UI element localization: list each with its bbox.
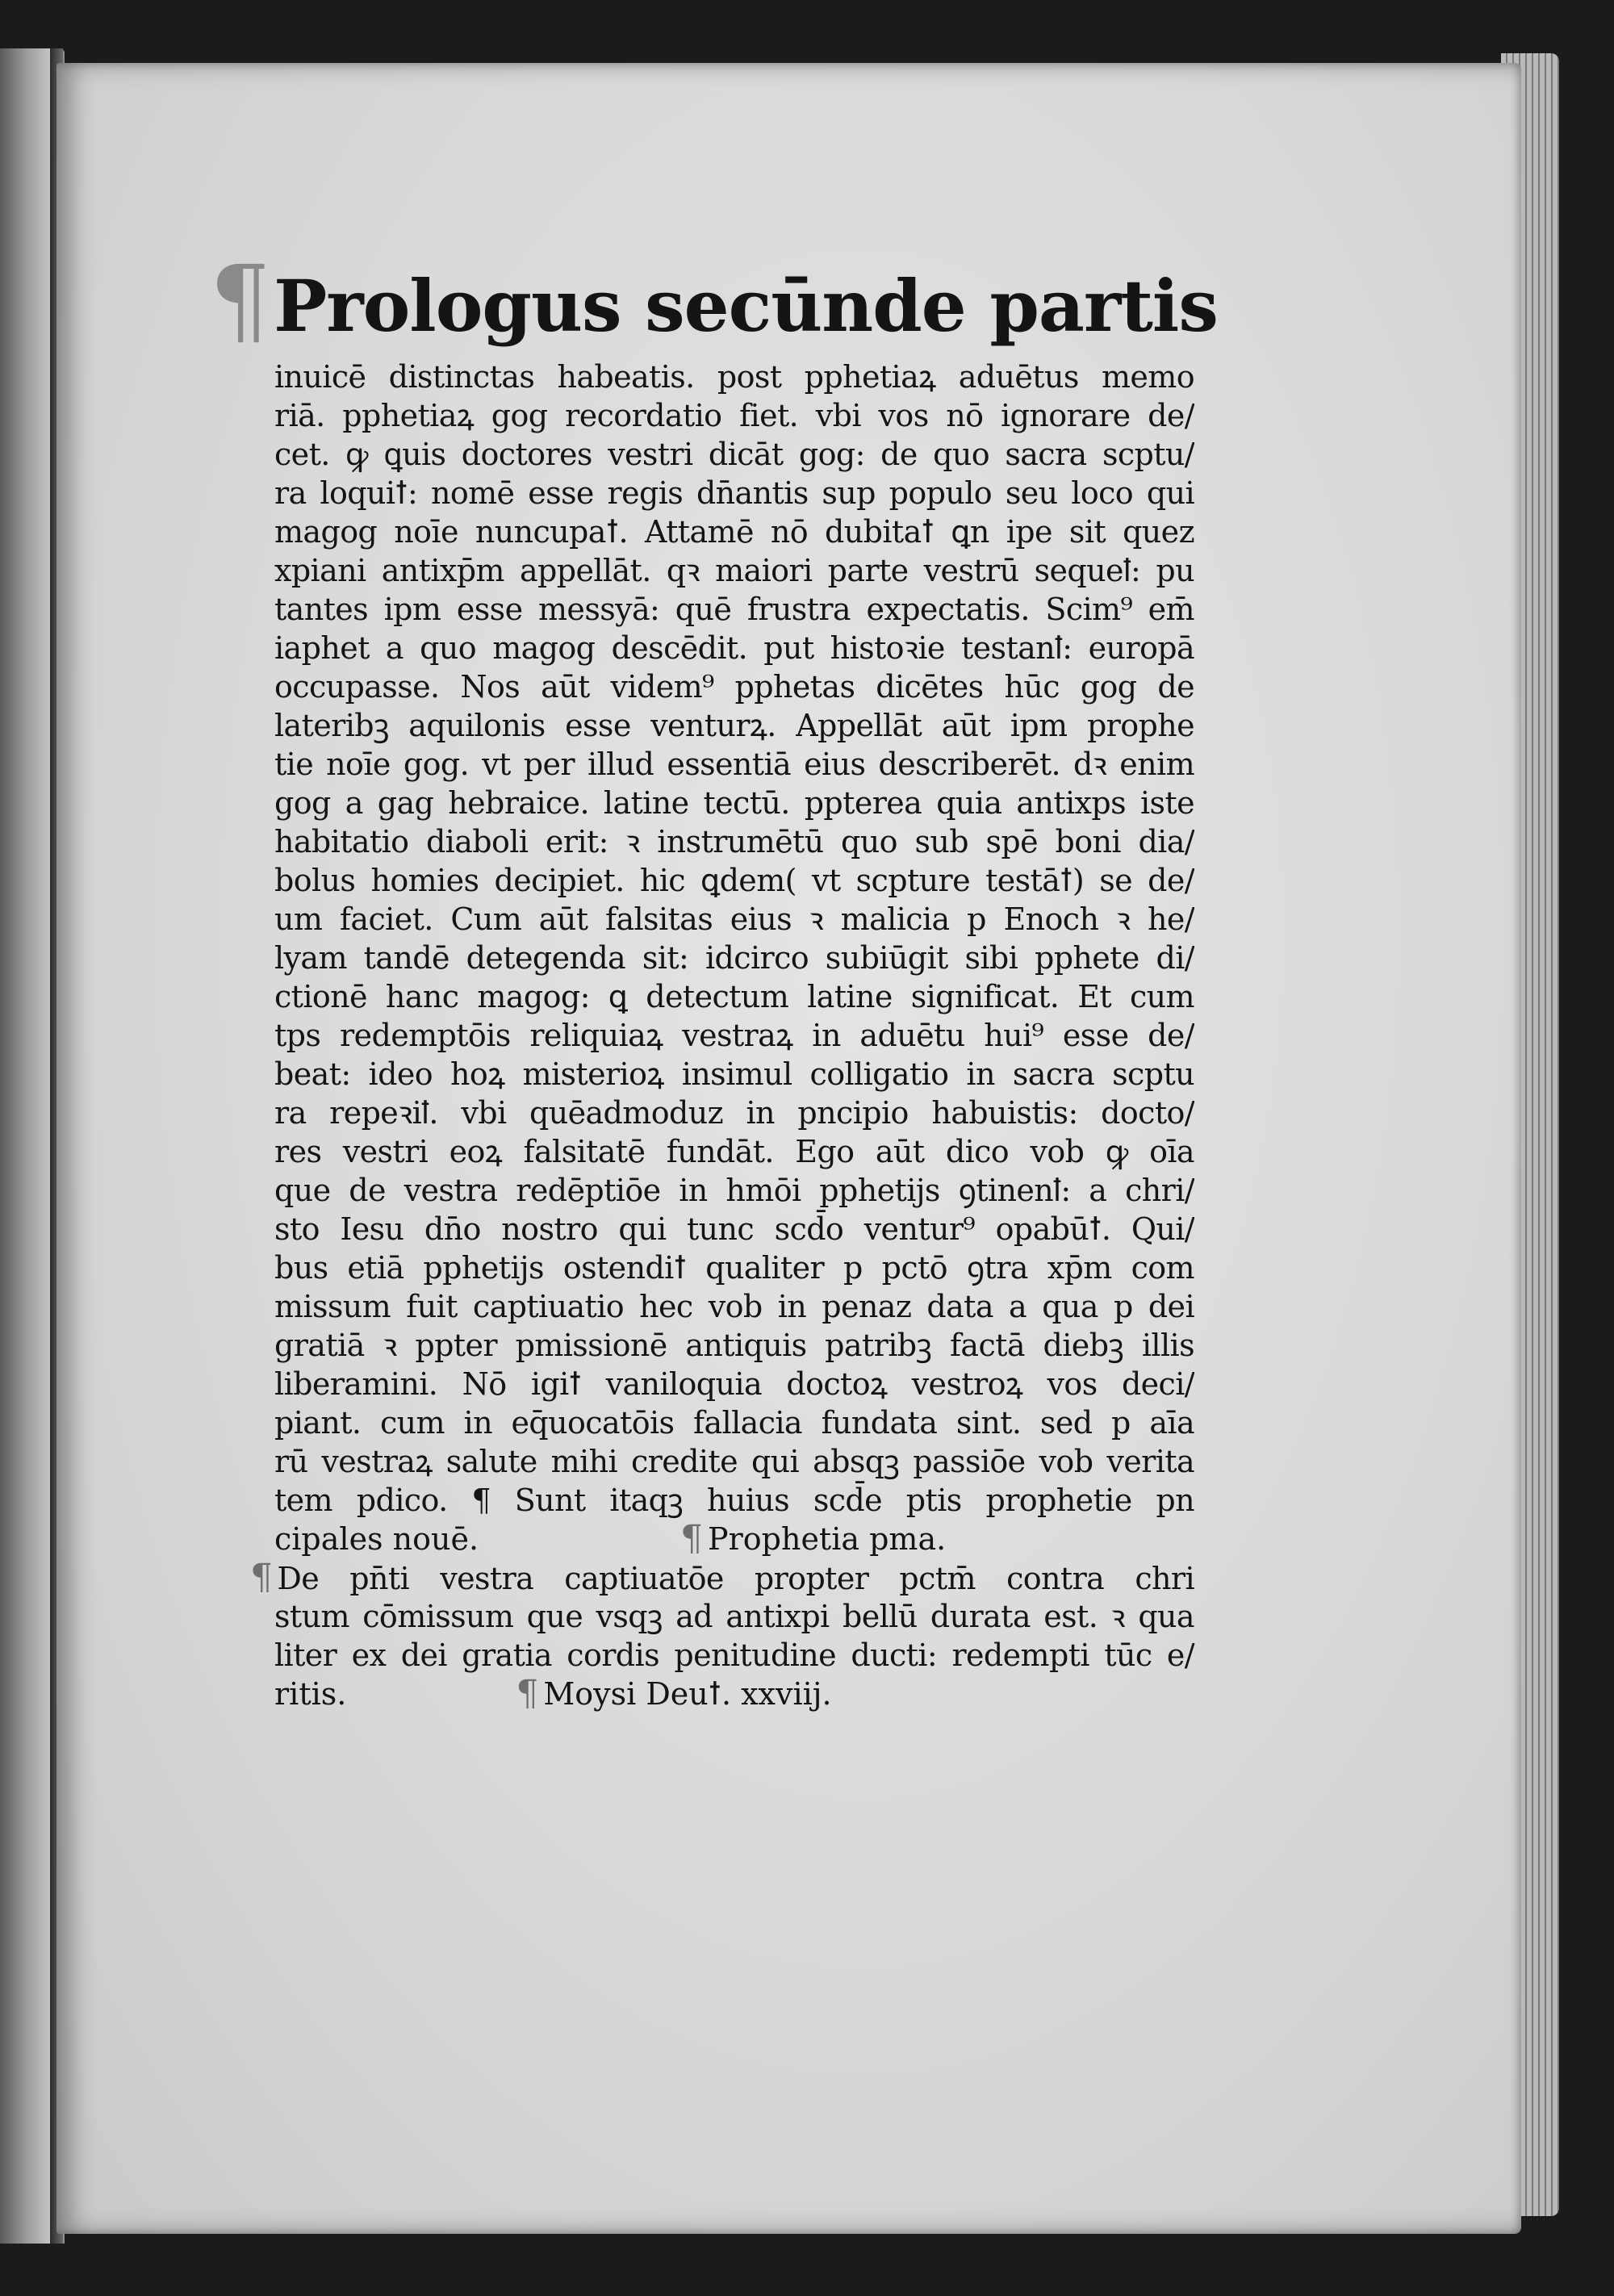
text-line: res vestri eoꝝ falsitatē fundāt. Ego aūt dico vob ꝙ oīa bbox=[274, 1134, 1194, 1169]
text-line: bolus homies decipiet. hic ꝗdem( vt scpture testāꝉ) se de/ bbox=[274, 863, 1194, 898]
pilcrow-icon: ¶ bbox=[680, 1518, 704, 1559]
text-line: tps redemptōis reliquiaꝝ vestraꝝ in aduētu hui⁹ esse de/ bbox=[274, 1018, 1194, 1053]
text-line: gratiā ꝛ ppter pmissionē antiquis patribꝫ factā diebꝫ illis bbox=[274, 1328, 1194, 1363]
reference-label: Moysi Deuꝉ. xxviij. bbox=[543, 1676, 832, 1712]
rubric-label: Prophetia pma. bbox=[708, 1521, 947, 1557]
text-line: lyam tandē detegenda sit: idcirco subiūgit sibi pphete di/ bbox=[274, 940, 1194, 976]
text-line: ra repeꝛiꝉ. vbi quēadmoduz in pncipio habuistis: docto/ bbox=[274, 1095, 1194, 1131]
text-line: gog a gag hebraice. latine tectū. ppterea quia antixps iste bbox=[274, 785, 1194, 821]
text-line bbox=[274, 1636, 1194, 1675]
line-text: De pn̄ti vestra captiuatōe propter pctm̄ contra chri bbox=[277, 1561, 1194, 1596]
text-line: missum fuit captiuatio hec vob in penaz data a qua p dei bbox=[274, 1289, 1194, 1324]
text-line: tem pdico. ¶ Sunt itaqꝫ huius scd̄e ptis prophetie pn bbox=[274, 1483, 1194, 1518]
text-line: piant. cum in eq̄uocatōis fallacia fundata sint. sed p aīa bbox=[274, 1405, 1194, 1441]
text-line: tantes ipm esse messyā: quē frustra expectatis. Scim⁹ em̄ bbox=[274, 592, 1194, 627]
pilcrow-icon: ¶ bbox=[210, 245, 271, 356]
text-line: occupasse. Nos aūt videm⁹ pphetas dicētes hūc gog de bbox=[274, 669, 1194, 705]
final-line bbox=[274, 1675, 1194, 1713]
rubric-preceding-text: cipales nouē. bbox=[274, 1521, 479, 1557]
text-line: xpiani antixp̄m appellāt. qꝛ maiori parte vestrū sequeꝉ: pu bbox=[274, 553, 1194, 588]
text-line: beat: ideo hoꝝ misterioꝝ insimul colligatio in sacra scptu bbox=[274, 1056, 1194, 1092]
text-line: liberamini. Nō igiꝉ vaniloquia doctoꝝ vestroꝝ vos deci/ bbox=[274, 1366, 1194, 1402]
text-line: habitatio diaboli erit: ꝛ instrumētū quo sub spē boni dia/ bbox=[274, 824, 1194, 859]
rubric-line bbox=[274, 1520, 1194, 1558]
text-line: tie noīe gog. vt per illud essentiā eius describerēt. dꝛ enim bbox=[274, 747, 1194, 782]
text-line: cet. ꝙ ꝗuis doctores vestri dicāt gog: de quo sacra scptu/ bbox=[274, 437, 1194, 472]
text-line: inuicē distinctas habeatis. post pphetiaꝝ aduētus memo bbox=[274, 359, 1194, 395]
text-line: ra loquiꝉ: nomē esse regis dn̄antis sup populo seu loco qui bbox=[274, 475, 1194, 511]
text-line bbox=[274, 1597, 1194, 1636]
text-line: rū vestraꝝ salute mihi credite qui absqꝫ passiōe vob verita bbox=[274, 1444, 1194, 1479]
final-text: ritis. bbox=[274, 1676, 347, 1712]
pilcrow-icon: ¶ bbox=[516, 1673, 539, 1714]
text-line: que de vestra redēptiōe in hmōi pphetijs ꝯtinenꝉ: a chri/ bbox=[274, 1173, 1194, 1208]
text-line: iaphet a quo magog descēdit. put histoꝛie testanꝉ: europā bbox=[274, 630, 1194, 666]
text-line: riā. pphetiaꝝ gog recordatio fiet. vbi vos nō ignorare de/ bbox=[274, 398, 1194, 433]
section-text bbox=[250, 1557, 1194, 1675]
text-line: um faciet. Cum aūt falsitas eius ꝛ malicia p Enoch ꝛ he/ bbox=[274, 901, 1194, 937]
text-line: lateribꝫ aquilonis esse venturꝝ. Appellāt aūt ipm prophe bbox=[274, 708, 1194, 743]
pilcrow-icon: ¶ bbox=[250, 1557, 273, 1598]
text-block bbox=[210, 220, 1218, 1714]
text-line: magog noīe nuncupaꝉ. Attamē nō dubitaꝉ ꝗn ipe sit quez bbox=[274, 514, 1194, 550]
line-text: liter ex dei gratia cordis penitudine ducti: redempti tūc e/ bbox=[274, 1637, 1194, 1673]
text-line: sto Iesu dn̄o nostro qui tunc scd̄o ventur⁹ opabūꝉ. Qui/ bbox=[274, 1211, 1194, 1247]
body-text bbox=[274, 358, 1194, 1520]
page-title: Prologus secūnde partis bbox=[274, 264, 1218, 348]
text-line bbox=[250, 1557, 1194, 1598]
heading bbox=[210, 220, 1218, 356]
text-line: bus etiā pphetijs ostendiꝉ qualiter p pctō ꝯtra xp̄m com bbox=[274, 1250, 1194, 1286]
book-page bbox=[56, 63, 1521, 2234]
line-text: stum cōmissum que vsqꝫ ad antixpi bellū durata est. ꝛ qua bbox=[274, 1599, 1194, 1634]
text-line: ctionē hanc magog: ꝗ detectum latine significat. Et cum bbox=[274, 979, 1194, 1014]
